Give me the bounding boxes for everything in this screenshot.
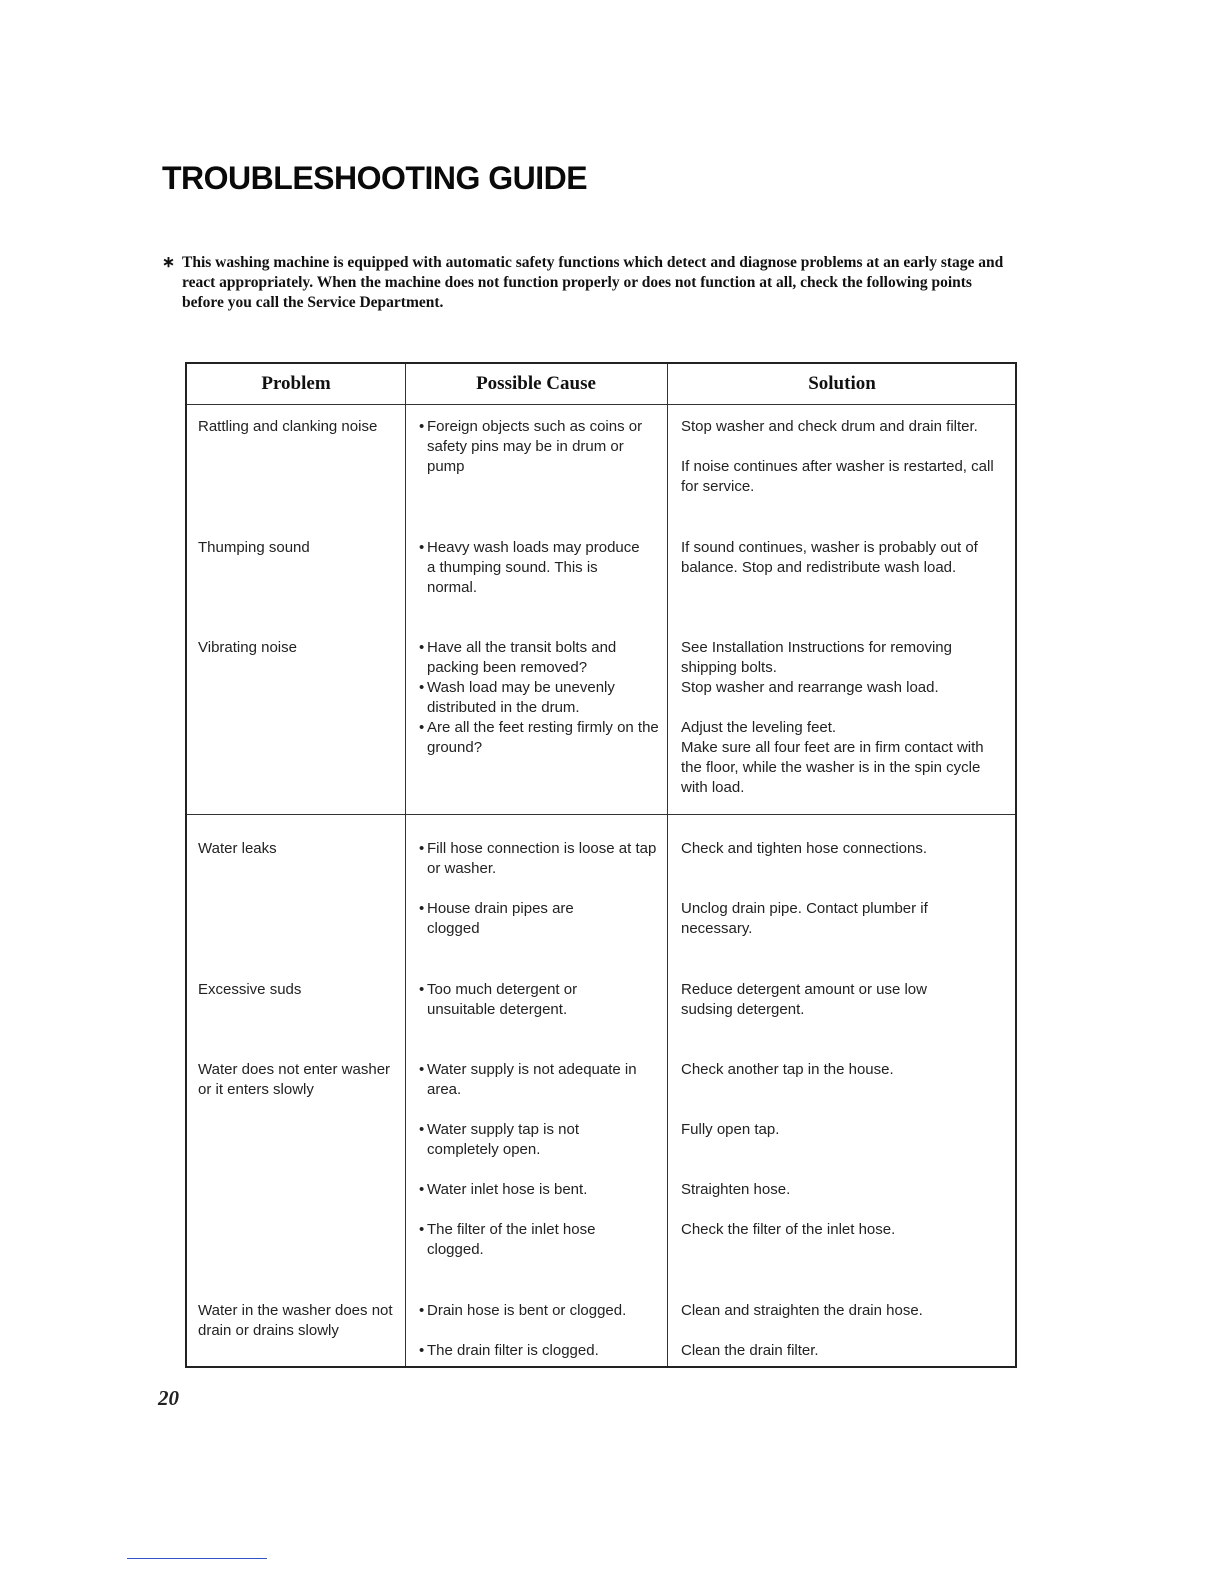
cause-item: • House drain pipes are clogged: [419, 900, 574, 938]
solution-item: Straighten hose.: [681, 1181, 791, 1198]
solution-item: Check the filter of the inlet hose.: [681, 1221, 896, 1238]
intro-note: [162, 253, 1012, 313]
cause-item: • Fill hose connection is loose at tap or washer.: [419, 840, 657, 878]
cause-item: • The drain filter is clogged.: [419, 1342, 599, 1359]
troubleshooting-table: [185, 362, 1017, 1368]
header-problem: Problem: [261, 373, 331, 394]
solution-item: Clean and straighten the drain hose.: [681, 1302, 923, 1319]
cause-item: • Are all the feet resting firmly on the ground?: [419, 719, 659, 757]
cause-item: • Have all the transit bolts and packing been removed?: [419, 639, 617, 677]
cause-item: • The filter of the inlet hose clogged.: [419, 1221, 596, 1259]
page-title: TROUBLESHOOTING GUIDE: [162, 160, 588, 196]
header-possible-cause: Possible Cause: [476, 373, 596, 394]
asterisk-icon: ∗: [162, 254, 175, 271]
column-divider: [667, 364, 668, 1366]
solution-item: Make sure all four feet are in firm contact with the floor, while the washer is in the spin cycle with load.: [681, 739, 984, 797]
solution-item: If noise continues after washer is restarted, call for service.: [681, 458, 994, 496]
problem-water-not-drain: Water in the washer does not drain or drains slowly: [198, 1302, 393, 1340]
problem-water-leaks: Water leaks: [198, 840, 277, 857]
cause-item: • Water inlet hose is bent.: [419, 1181, 588, 1198]
cause-item: • Wash load may be unevenly distributed in the drum.: [419, 679, 615, 717]
solution-item: Check another tap in the house.: [681, 1061, 894, 1078]
cause-item: • Drain hose is bent or clogged.: [419, 1302, 627, 1319]
cause-item: • Water supply tap is not completely open.: [419, 1121, 580, 1159]
cause-item: • Water supply is not adequate in area.: [419, 1061, 637, 1099]
problem-water-not-enter: Water does not enter washer or it enters slowly: [198, 1061, 391, 1099]
header-divider: [187, 404, 1015, 405]
problem-excessive-suds: Excessive suds: [198, 981, 302, 998]
solution-item: Check and tighten hose connections.: [681, 840, 927, 857]
cause-item: • Heavy wash loads may produce a thumping sound. This is normal.: [419, 539, 640, 597]
solution-item: Stop washer and check drum and drain filter.: [681, 418, 978, 435]
cause-item: • Foreign objects such as coins or safety pins may be in drum or pump: [419, 418, 643, 476]
intro-text: This washing machine is equipped with automatic safety functions which detect and diagnose problems at an early stage and react appropriately. When the machine does not function properly or does not function at all, check the following points before you call the Service Department.: [182, 254, 1004, 311]
solution-item: If sound continues, washer is probably out of balance. Stop and redistribute wash load.: [681, 539, 978, 577]
solution-item: Reduce detergent amount or use low sudsing detergent.: [681, 981, 927, 1019]
page-number: 20: [158, 1386, 179, 1410]
problem-thumping: Thumping sound: [198, 539, 310, 556]
cause-item: • Too much detergent or unsuitable detergent.: [419, 981, 578, 1019]
solution-item: Clean the drain filter.: [681, 1342, 819, 1359]
row-divider: [187, 814, 1015, 815]
solution-item: Stop washer and rearrange wash load.: [681, 679, 939, 696]
solution-item: Fully open tap.: [681, 1121, 780, 1138]
solution-item: Adjust the leveling feet.: [681, 719, 837, 736]
solution-item: See Installation Instructions for removing shipping bolts.: [681, 639, 952, 677]
column-divider: [405, 364, 406, 1366]
problem-rattling: Rattling and clanking noise: [198, 418, 378, 435]
footer-rule: [127, 1558, 267, 1559]
problem-vibrating: Vibrating noise: [198, 639, 297, 656]
solution-item: Unclog drain pipe. Contact plumber if necessary.: [681, 900, 928, 938]
header-solution: Solution: [808, 373, 876, 394]
